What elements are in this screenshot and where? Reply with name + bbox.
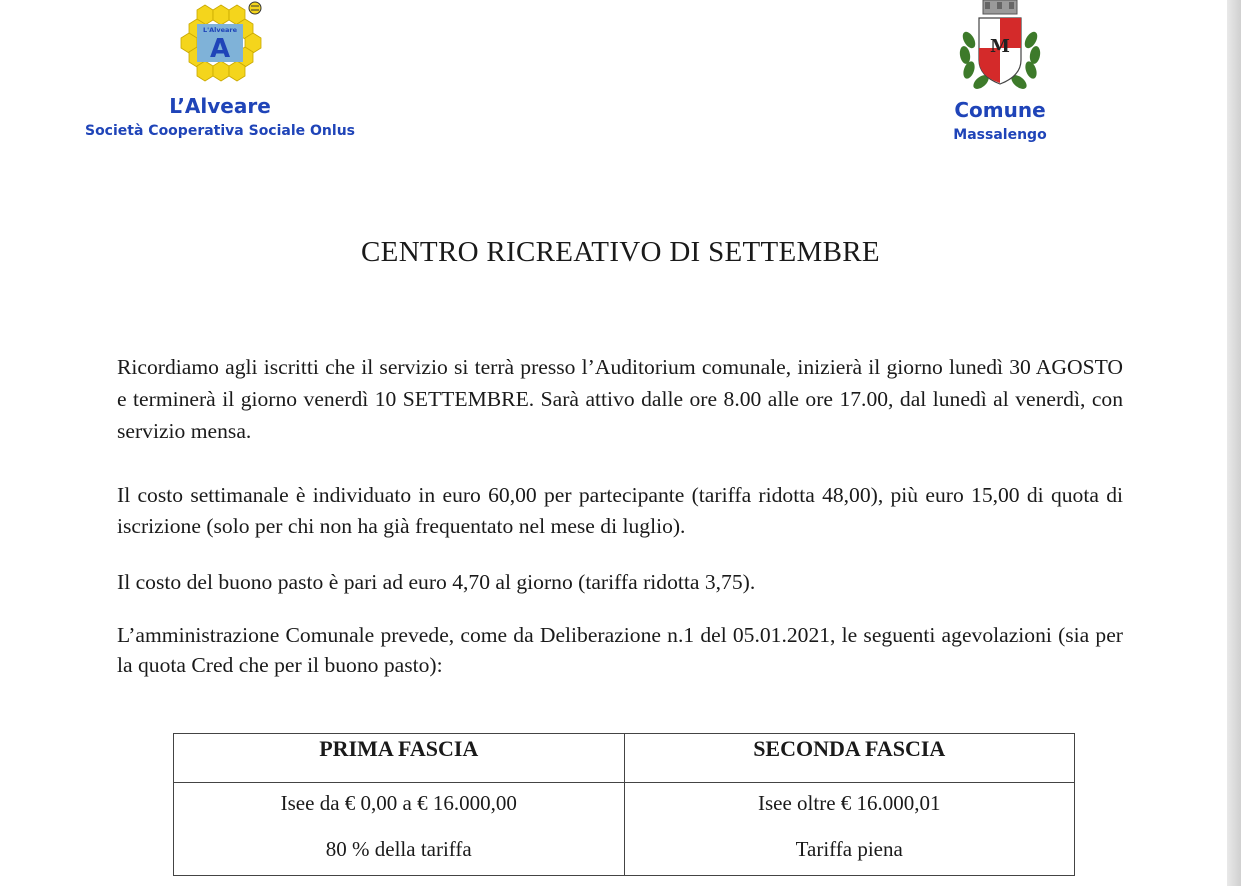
header-seconda-fascia: SECONDA FASCIA	[624, 734, 1075, 783]
alveare-logo-script: L'Alveare	[202, 26, 238, 34]
document-title: CENTRO RICREATIVO DI SETTEMBRE	[361, 236, 880, 268]
comune-subtitle: Massalengo	[953, 127, 1047, 143]
paragraph-weekly-cost: Il costo settimanale è individuato in euro 60,00 per partecipante (tariffa ridotta 48,00), più euro 15,00 di quota di iscrizione (solo per chi non ha già frequentato nel mese di luglio).	[117, 483, 1123, 538]
table-header-row	[174, 734, 1075, 783]
prima-fascia-rate: 80 % della tariffa	[325, 837, 472, 861]
income-bracket-table	[173, 733, 1075, 876]
paragraph-discounts: L’amministrazione Comunale prevede, come da Deliberazione n.1 del 05.01.2021, le seguenti agevolazioni (sia per la quota Cred che per il buono pasto):	[117, 623, 1123, 677]
municipal-crest-icon	[955, 0, 1045, 96]
comune-logo-block	[900, 0, 1100, 144]
seconda-fascia-range: Isee oltre € 16.000,01	[757, 791, 941, 815]
page-edge-shadow	[1227, 0, 1241, 886]
cell-prima-fascia	[174, 783, 625, 876]
header-prima-fascia: PRIMA FASCIA	[174, 734, 625, 783]
crest-letter: M	[990, 36, 1010, 57]
alveare-logo-block	[60, 0, 380, 140]
honeycomb-logo-icon	[175, 0, 265, 82]
alveare-subtitle: Società Cooperativa Sociale Onlus	[84, 123, 355, 139]
alveare-name: L’Alveare	[169, 94, 271, 118]
cell-seconda-fascia	[624, 783, 1075, 876]
comune-name: Comune	[954, 98, 1046, 122]
paragraph-schedule: Ricordiamo agli iscritti che il servizio si terrà presso l’Auditorium comunale, inizierà il giorno lunedì 30 AGOSTO e terminerà il giorno venerdì 10 SETTEMBRE. Sarà attivo dalle ore 8.00 alle ore 17.00, dal lunedì al venerdì, con servizio mensa.	[117, 355, 1123, 443]
paragraph-meal-cost: Il costo del buono pasto è pari ad euro 4,70 al giorno (tariffa ridotta 3,75).	[117, 570, 756, 594]
alveare-logo-letter: A	[209, 34, 231, 64]
seconda-fascia-rate: Tariffa piena	[795, 837, 903, 861]
table-row	[174, 783, 1075, 876]
prima-fascia-range: Isee da € 0,00 a € 16.000,00	[280, 791, 517, 815]
